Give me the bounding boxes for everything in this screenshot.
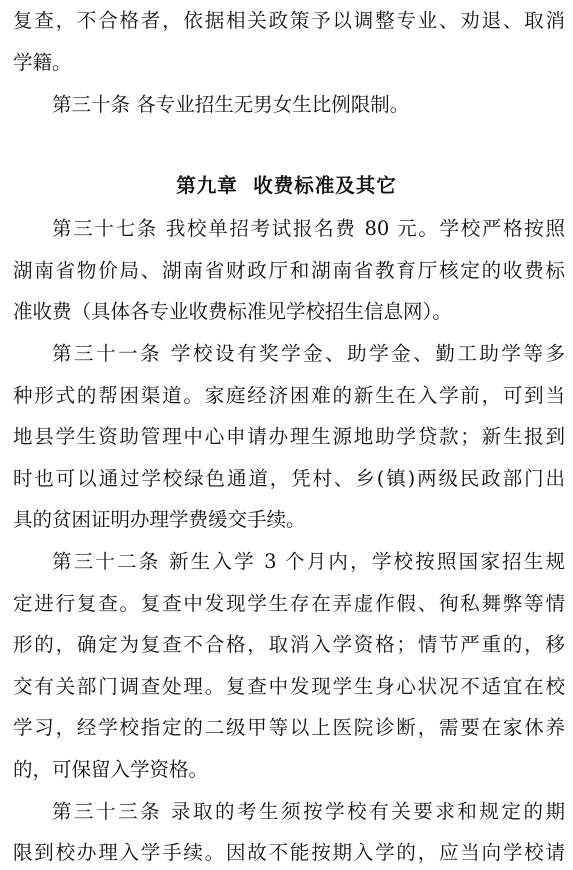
article-33-line: 限到校办理入学手续。因故不能按期入学的，应当向学校请	[13, 841, 565, 864]
article-37-line: 第三十七条 我校单招考试报名费 80 元。学校严格按照	[52, 217, 565, 240]
article-31-line: 具的贫困证明办理学费缓交手续。	[13, 508, 306, 531]
article-32-line: 定进行复查。复查中发现学生存在弄虚作假、徇私舞弊等情	[13, 592, 565, 615]
article-32-line: 形的，确定为复查不合格，取消入学资格；情节严重的，移	[13, 633, 565, 656]
paragraph-line: 复查，不合格者，依据相关政策予以调整专业、劝退、取消	[13, 9, 565, 32]
article-31-line: 时也可以通过学校绿色通道，凭村、乡(镇)两级民政部门出	[13, 467, 565, 490]
article-37-line: 湖南省物价局、湖南省财政厅和湖南省教育厅核定的收费标	[13, 259, 565, 282]
article-37-line: 准收费（具体各专业收费标准见学校招生信息网）。	[13, 300, 452, 323]
article-32-line: 的，可保留入学资格。	[13, 758, 209, 781]
article-33-line: 第三十三条 录取的考生须按学校有关要求和规定的期	[52, 800, 565, 823]
article-32-line: 第三十二条 新生入学 3 个月内，学校按照国家招生规	[52, 550, 565, 573]
chapter-heading: 第九章 收费标准及其它	[176, 174, 397, 197]
article-30-text: 第三十条 各专业招生无男女生比例限制。	[52, 93, 410, 116]
article-32-line: 学习，经学校指定的二级甲等以上医院诊断，需要在家休养	[13, 716, 565, 739]
article-32-line: 交有关部门调查处理。复查中发现学生身心状况不适宜在校	[13, 675, 565, 698]
article-31-line: 地县学生资助管理中心申请办理生源地助学贷款；新生报到	[13, 425, 565, 448]
article-31-line: 种形式的帮困渠道。家庭经济困难的新生在入学前，可到当	[13, 384, 565, 407]
article-31-line: 第三十一条 学校设有奖学金、助学金、勤工助学等多	[52, 342, 565, 365]
paragraph-line: 学籍。	[13, 51, 72, 74]
